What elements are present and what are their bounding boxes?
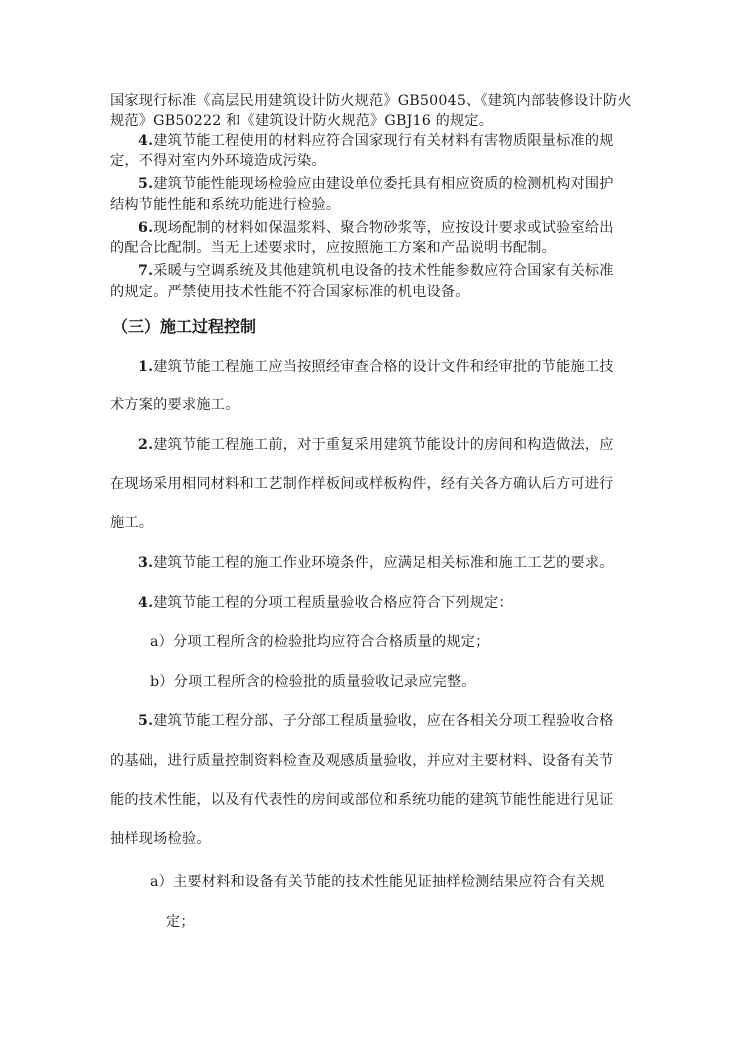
item-4-text: 建筑节能工程使用的材料应符合国家现行有关材料有害物质限量标准的规 — [153, 133, 614, 149]
para-5-sub-a-line-2: 定； — [166, 914, 195, 930]
para-5-text: 建筑节能工程分部、子分部工程质量验收，应在各相关分项工程验收合格 — [153, 713, 614, 729]
para-4-sub-a: a）分项工程所含的检验批均应符合合格质量的规定； — [150, 634, 490, 650]
para-1-line-2: 术方案的要求施工。 — [110, 397, 240, 413]
para-5-line-4: 抽样现场检验。 — [110, 831, 211, 847]
item-5-number: 5. — [138, 176, 154, 192]
para-5-number: 5. — [138, 713, 154, 729]
para-1-number: 1. — [138, 359, 154, 375]
item-4-number: 4. — [138, 133, 154, 149]
para-2-line-1 — [138, 435, 614, 455]
item-4-line-1 — [138, 131, 614, 151]
para-5-line-1 — [138, 711, 614, 731]
item-7-text: 采暖与空调系统及其他建筑机电设备的技术性能参数应符合国家有关标准 — [153, 263, 614, 279]
para-4-sub-b: b）分项工程所含的检验批的质量验收记录应完整。 — [150, 674, 476, 690]
item-6-line-2: 的配合比配制。当无上述要求时，应按照施工方案和产品说明书配制。 — [110, 240, 557, 256]
top-line-2: 规范》GB50222 和《建筑设计防火规范》GBJ16 的规定。 — [110, 113, 494, 129]
para-5-line-2: 的基础，进行质量控制资料检查及观感质量验收，并应对主要材料、设备有关节 — [110, 753, 614, 769]
item-5-line-2: 结构节能性能和系统功能进行检验。 — [110, 197, 341, 213]
para-5-sub-a-line-1: a）主要材料和设备有关节能的技术性能见证抽样检测结果应符合有关规 — [150, 874, 605, 890]
para-4-number: 4. — [138, 595, 154, 611]
para-5-line-3: 能的技术性能，以及有代表性的房间或部位和系统功能的建筑节能性能进行见证 — [110, 792, 614, 808]
item-6-text: 现场配制的材料如保温浆料、聚合物砂浆等，应按设计要求或试验室给出 — [153, 220, 614, 236]
para-3-line-1 — [138, 553, 614, 573]
item-5-line-1 — [138, 174, 614, 194]
section-heading: （三）施工过程控制 — [112, 317, 257, 336]
para-3-text: 建筑节能工程的施工作业环境条件，应满足相关标准和施工工艺的要求。 — [153, 555, 614, 571]
para-4-text: 建筑节能工程的分项工程质量验收合格应符合下列规定： — [153, 595, 513, 611]
item-6-line-1 — [138, 218, 614, 238]
para-2-line-3: 施工。 — [110, 515, 154, 531]
item-7-line-2: 的规定。严禁使用技术性能不符合国家标准的机电设备。 — [110, 284, 470, 300]
para-1-line-1 — [138, 357, 614, 377]
item-7-number: 7. — [138, 263, 154, 279]
para-2-number: 2. — [138, 437, 154, 453]
item-7-line-1 — [138, 261, 614, 281]
para-2-line-2: 在现场采用相同材料和工艺制作样板间或样板构件，经有关各方确认后方可进行 — [110, 476, 614, 492]
para-1-text: 建筑节能工程施工应当按照经审查合格的设计文件和经审批的节能施工技 — [153, 359, 614, 375]
para-3-number: 3. — [138, 555, 154, 571]
item-6-number: 6. — [138, 220, 154, 236]
item-5-text: 建筑节能性能现场检验应由建设单位委托具有相应资质的检测机构对围护 — [153, 176, 614, 192]
item-4-line-2: 定，不得对室内外环境造成污染。 — [110, 153, 326, 169]
para-4-line-1 — [138, 593, 513, 613]
top-line-1: 国家现行标准《高层民用建筑设计防火规范》GB50045、《建筑内部装修设计防火 — [110, 93, 632, 109]
para-2-text: 建筑节能工程施工前，对于重复采用建筑节能设计的房间和构造做法，应 — [153, 437, 614, 453]
